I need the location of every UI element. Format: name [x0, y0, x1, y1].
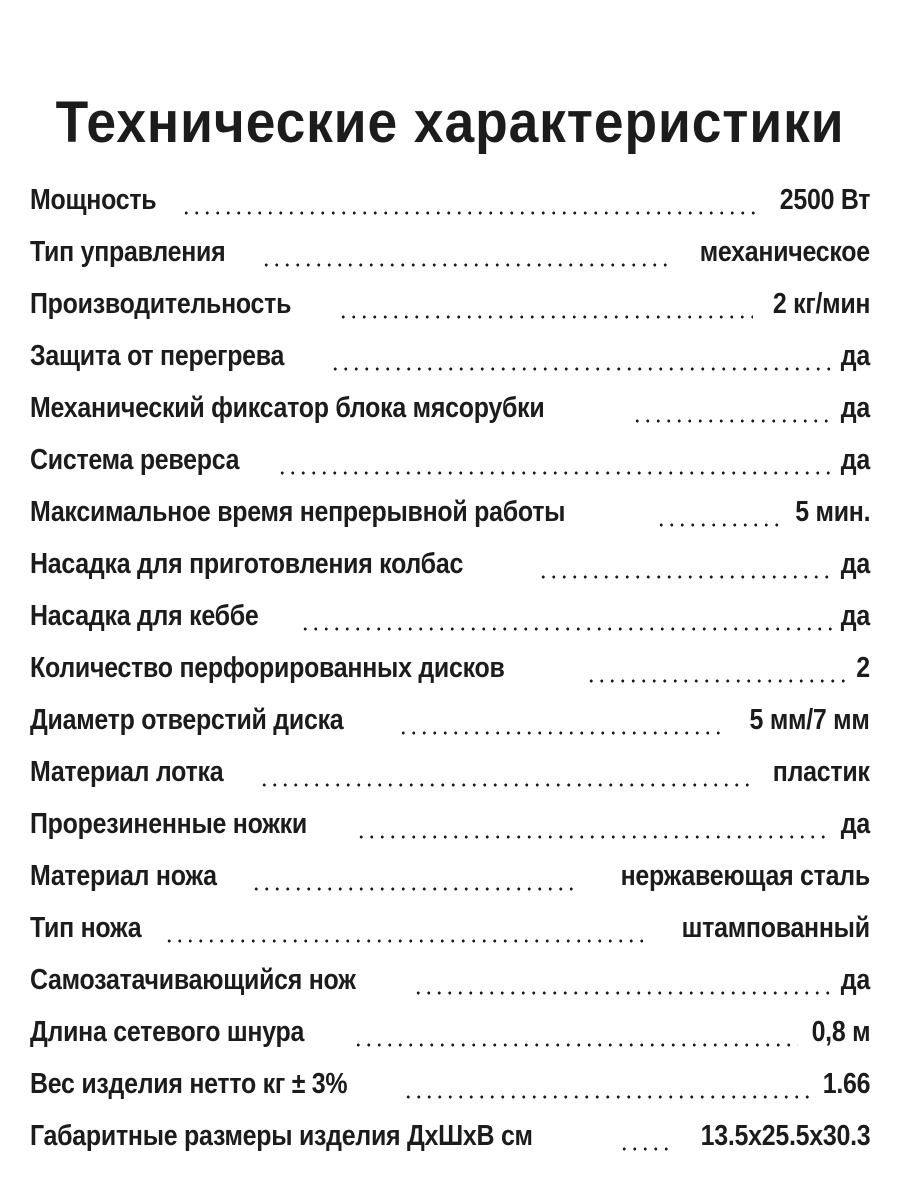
spec-value: да: [840, 600, 870, 632]
dot-leader: [164, 939, 648, 943]
dot-leader: [619, 1147, 669, 1151]
spec-row-knife-type: [30, 902, 870, 954]
dot-leader: [356, 835, 832, 839]
spec-value: 2 кг/мин: [772, 288, 870, 320]
spec-row-kebbe-attachment: [30, 590, 870, 642]
spec-row-tray-material: [30, 746, 870, 798]
dot-leader: [586, 679, 850, 683]
dot-leader: [277, 471, 832, 475]
spec-list: [30, 174, 870, 1162]
spec-value: 2: [856, 652, 870, 684]
spec-value: да: [840, 340, 870, 372]
spec-row-rubber-feet: [30, 798, 870, 850]
dot-leader: [632, 419, 832, 423]
spec-value: 5 мин.: [794, 496, 870, 528]
spec-label: Тип управления: [30, 236, 226, 268]
spec-row-self-sharpening-knife: [30, 954, 870, 1006]
spec-value: 2500 Вт: [779, 184, 870, 216]
spec-label: Длина сетевого шнура: [30, 1016, 305, 1048]
spec-row-control-type: [30, 226, 870, 278]
dot-leader: [181, 211, 761, 215]
dot-leader: [403, 1095, 811, 1099]
spec-row-disc-count: [30, 642, 870, 694]
dot-leader: [330, 367, 833, 371]
dot-leader: [338, 315, 753, 319]
dot-leader: [656, 523, 778, 527]
spec-label: Материал ножа: [30, 860, 217, 892]
spec-value: 0,8 м: [811, 1016, 870, 1048]
dot-leader: [261, 263, 668, 267]
spec-row-cord-length: [30, 1006, 870, 1058]
spec-value: 5 мм/7 мм: [749, 704, 870, 736]
spec-label: Вес изделия нетто кг ± 3%: [30, 1068, 348, 1100]
spec-label: Количество перфорированных дисков: [30, 652, 505, 684]
dot-leader: [251, 887, 576, 891]
spec-value: да: [840, 964, 870, 996]
spec-row-knife-material: [30, 850, 870, 902]
spec-label: Мощность: [30, 184, 157, 216]
spec-row-power: [30, 174, 870, 226]
spec-label: Тип ножа: [30, 912, 142, 944]
dot-leader: [538, 575, 833, 579]
spec-row-net-weight: [30, 1058, 870, 1110]
dot-leader: [259, 783, 754, 787]
dot-leader: [353, 1043, 798, 1047]
spec-label: Система реверса: [30, 444, 240, 476]
spec-value: 1.66: [822, 1068, 870, 1100]
page-title: Технические характеристики: [55, 89, 845, 155]
spec-label: Механический фиксатор блока мясорубки: [30, 392, 545, 424]
spec-label: Максимальное время непрерывной работы: [30, 496, 566, 528]
spec-label: Габаритные размеры изделия ДхШхВ см: [30, 1120, 533, 1152]
spec-value: да: [840, 444, 870, 476]
spec-value: да: [840, 548, 870, 580]
spec-row-max-runtime: [30, 486, 870, 538]
spec-label: Производительность: [30, 288, 292, 320]
spec-value: механическое: [699, 236, 870, 268]
spec-label: Защита от перегрева: [30, 340, 285, 372]
spec-value: нержавеющая сталь: [620, 860, 870, 892]
spec-label: Насадка для приготовления колбас: [30, 548, 464, 580]
spec-label: Прорезиненные ножки: [30, 808, 307, 840]
dot-leader: [300, 627, 832, 631]
spec-label: Диаметр отверстий диска: [30, 704, 344, 736]
spec-label: Материал лотка: [30, 756, 224, 788]
spec-value: штампованный: [681, 912, 870, 944]
spec-row-productivity: [30, 278, 870, 330]
spec-row-sausage-attachment: [30, 538, 870, 590]
dot-leader: [413, 991, 832, 995]
spec-label: Насадка для кеббе: [30, 600, 259, 632]
spec-row-overheat-protection: [30, 330, 870, 382]
dot-leader: [398, 731, 726, 735]
spec-value: да: [840, 808, 870, 840]
spec-row-disc-hole-diameter: [30, 694, 870, 746]
spec-value: пластик: [773, 756, 870, 788]
spec-value: 13.5x25.5x30.3: [700, 1120, 870, 1152]
spec-label: Самозатачивающийся нож: [30, 964, 356, 996]
spec-row-mechanical-lock: [30, 382, 870, 434]
spec-row-dimensions: [30, 1110, 870, 1162]
spec-row-reverse-system: [30, 434, 870, 486]
spec-value: да: [840, 392, 870, 424]
